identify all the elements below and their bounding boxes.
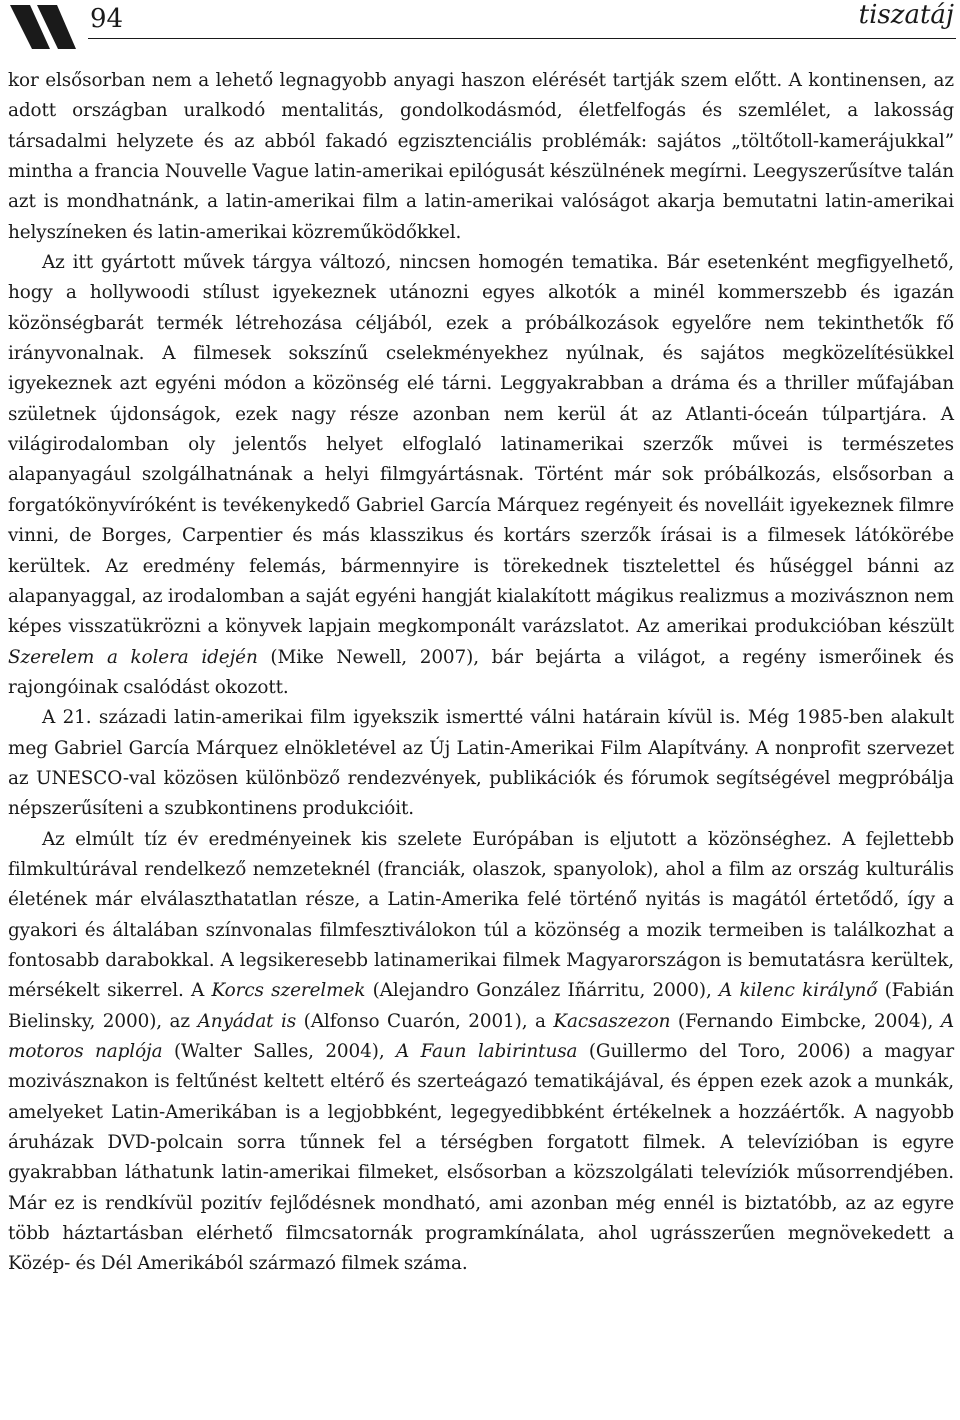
paragraph bbox=[8, 66, 954, 248]
journal-title: tiszatáj bbox=[858, 0, 954, 30]
text-run: Az itt gyártott művek tárgya változó, nincsen homogén tematika. Bár esetenként megfigyelhető, hogy a hollywoodi stílust igyekeznek utánozni egyes alkotók a minél kommerszebb és igazán közönségbarát termék létrehozása céljából, ezek a próbálkozások egyelőre nem tekinthetők fő irányvonalnak. A filmesek sokszínű cselekményekhez nyúlnak, és sajátos megközelítésükkel igyekeznek azt egyéni módon a közönség elé tárni. Leggyakrabban a dráma és a thriller műfajában születnek újdonságok, ezek nagy része azonban nem kerül át az Atlanti-óceán túlpartjára. A világirodalomban oly jelentős helyet elfoglaló latinamerikai szerzők művei is természetes alapanyagául szolgálhatnának a helyi filmgyártásnak. Történt már sok próbálkozás, elsősorban a forgatókönyvíróként is tevékenykedő Gabriel García Márquez regényeit és novelláit igyekeznek filmre vinni, de Borges, Carpentier és más klasszikus és kortárs szerzők írásai is a filmesek látókörébe kerültek. Az eredmény felemás, bármennyire is törekednek tisztelettel és hűséggel bánni az alapanyaggal, az irodalomban a saját egyéni hangját kialakított mágikus realizmus a mozivásznon nem képes visszatükrözni a könyvek lapjain megkomponált varázslatot. Az amerikai produkcióban készült bbox=[8, 252, 954, 638]
text-run: (Guillermo del Toro, 2006) a magyar mozivásznakon is feltűnést keltett eltérő és szerteágazó tematikájával, és éppen ezek azok a munkák, amelyeket Latin-Amerikában is a legjobbként, legegyedibbként értékelnek a hozzáértők. A nagyobb áruházak DVD-polcain sorra tűnnek fel a térségben forgatott filmek. A televízióban is egyre gyakrabban láthatunk latin-amerikai filmeket, elsősorban a közszolgálati televíziók műsorrendjében. Már ez is rendkívül pozitív fejlődésnek mondható, ami azonban még ennél is biztatóbb, az az egyre több háztartásban elérhető filmcsatornák programkínálata, ahol ugrásszerűen megnövekedett a Közép- és Dél Amerikából származó filmek száma. bbox=[8, 1041, 955, 1275]
page-number: 94 bbox=[90, 4, 124, 34]
text-run: (Fabián Bielinsky, 2000), az bbox=[8, 980, 954, 1032]
double-chevron-logo-icon bbox=[10, 5, 76, 49]
film-title: Kacsaszezon bbox=[553, 1010, 671, 1032]
text-run: (Fernando Eimbcke, 2004), bbox=[670, 1010, 941, 1032]
film-title: Korcs szerelmek bbox=[211, 980, 366, 1002]
film-title: A kilenc királynő bbox=[719, 980, 878, 1002]
paragraph bbox=[8, 248, 954, 703]
page-header bbox=[0, 0, 960, 60]
film-title: Szerelem a kolera idején bbox=[8, 646, 258, 668]
film-title: Anyádat is bbox=[197, 1010, 297, 1032]
paragraph bbox=[8, 703, 954, 824]
journal-logo-mark bbox=[10, 5, 76, 49]
text-run: A 21. századi latin-amerikai film igyekszik ismertté válni határain kívül is. Még 1985-ben alakult meg Gabriel García Márquez elnökletével az Új Latin-Amerikai Film Alapítvány. A nonprofit szervezet az UNESCO-val közösen különböző rendezvények, publikációk és fórumok segítségével megpróbálja népszerűsíteni a szubkontinens produkcióit. bbox=[8, 707, 954, 820]
article-body bbox=[8, 66, 954, 1280]
paragraph bbox=[8, 825, 954, 1280]
text-run: (Mike Newell, 2007), bár bejárta a világot, a regény ismerőinek és rajongóinak csalódást okozott. bbox=[8, 646, 955, 698]
text-run: Az elmúlt tíz év eredményeinek kis szelete Európában is eljutott a közönséghez. A fejlettebb filmkultúrával rendelkező nemzeteknél (franciák, olaszok, spanyolok), ahol a film az ország kulturális életének már elválaszthatatlan része, a Latin-Amerika felé történő nyitás is magától értetődő, így a gyakori és általában színvonalas filmfesztiválokon túl a közönség a mozik termeiben is találkozhat a fontosabb darabokkal. A legsikeresebb latinamerikai filmek Magyarországon is bemutatásra kerültek, mérsékelt sikerrel. A bbox=[8, 828, 954, 1002]
text-run: kor elsősorban nem a lehető legnagyobb anyagi haszon elérését tartják szem előtt. A kontinensen, az adott országban uralkodó mentalitás, gondolkodásmód, életfelfogás és szemlélet, a lakosság társadalmi helyzete és az abból fakadó egzisztenciális problémák: sajátos „töltőtoll-kamerájukkal” mintha a francia Nouvelle Vague latin-amerikai epilógusát készülnének megírni. Leegyszerűsítve talán azt is mondhatnánk, a latin-amerikai film a latin-amerikai valóságot akarja bemutatni latin-amerikai helyszíneken és latin-amerikai közreműködőkkel. bbox=[8, 70, 954, 243]
text-run: (Alejandro González Iñárritu, 2000), bbox=[365, 980, 719, 1002]
text-run: (Walter Salles, 2004), bbox=[162, 1041, 397, 1062]
film-title: A motoros naplója bbox=[8, 1010, 954, 1062]
text-run: (Alfonso Cuarón, 2001), a bbox=[296, 1010, 554, 1032]
film-title: A Faun labirintusa bbox=[396, 1041, 578, 1062]
header-rule bbox=[88, 38, 956, 39]
